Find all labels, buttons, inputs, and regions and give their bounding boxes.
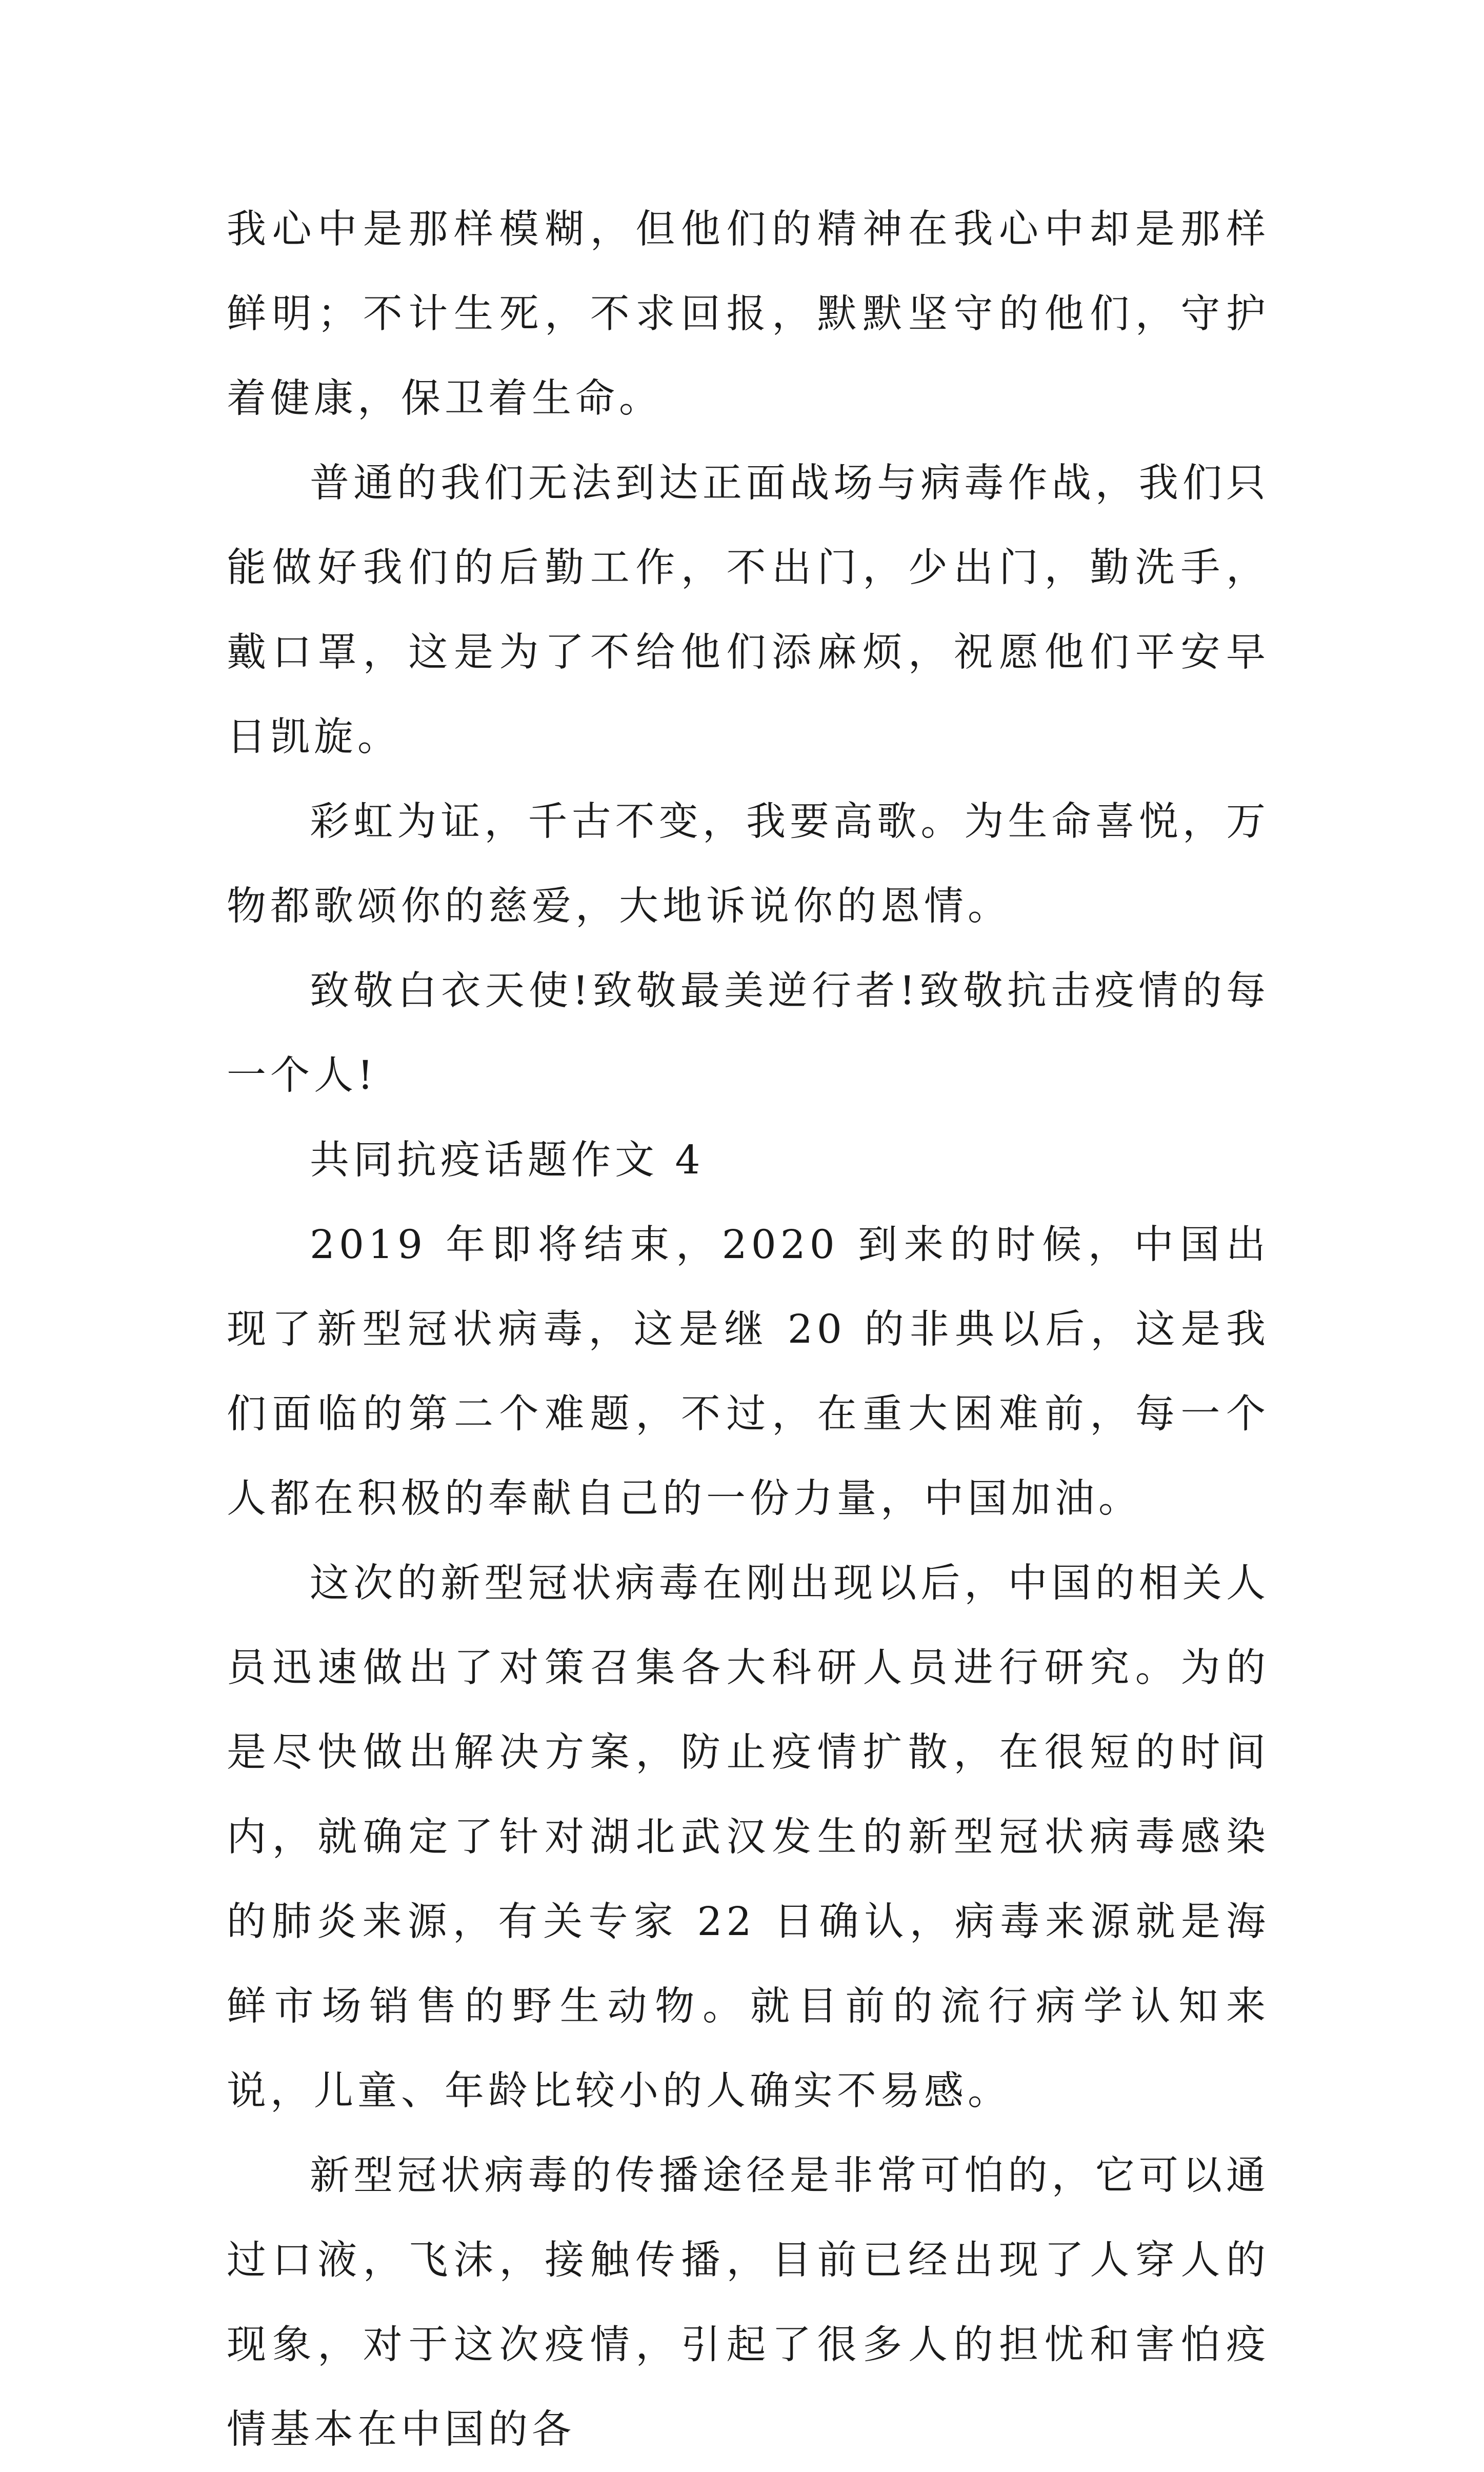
paragraph: 这次的新型冠状病毒在刚出现以后，中国的相关人员迅速做出了对策召集各大科研人员进行研究。为的是尽快做出解决方案，防止疫情扩散，在很短的时间内，就确定了针对湖北武汉发生的新型冠状病毒感染的肺炎来源，有关专家 22 日确认，病毒来源就是海鲜市场销售的野生动物。就目前的流行病学认知来说，儿童、年龄比较小的人确实不易感。 bbox=[227, 1561, 1270, 2114]
document-body bbox=[227, 187, 1270, 2472]
paragraph: 2019 年即将结束，2020 到来的时候，中国出现了新型冠状病毒，这是继 20 的非典以后，这是我们面临的第二个难题，不过，在重大困难前，每一个人都在积极的奉献自己的一份力量，中国加油。 bbox=[227, 1222, 1270, 1522]
paragraph: 我心中是那样模糊，但他们的精神在我心中却是那样鲜明；不计生死，不求回报，默默坚守的他们，守护着健康，保卫着生命。 bbox=[227, 207, 1270, 422]
section-heading: 共同抗疫话题作文 4 bbox=[310, 1138, 705, 1183]
paragraph: 致敬白衣天使!致敬最美逆行者!致敬抗击疫情的每一个人! bbox=[227, 968, 1270, 1099]
paragraph: 普通的我们无法到达正面战场与病毒作战，我们只能做好我们的后勤工作，不出门，少出门，勤洗手，戴口罩，这是为了不给他们添麻烦，祝愿他们平安早日凯旋。 bbox=[227, 461, 1270, 760]
paragraph: 彩虹为证，千古不变，我要高歌。为生命喜悦，万物都歌颂你的慈爱，大地诉说你的恩情。 bbox=[227, 799, 1270, 929]
paragraph: 新型冠状病毒的传播途径是非常可怕的，它可以通过口液，飞沫，接触传播，目前已经出现了人穿人的现象，对于这次疫情，引起了很多人的担忧和害怕疫情基本在中国的各 bbox=[227, 2153, 1270, 2453]
